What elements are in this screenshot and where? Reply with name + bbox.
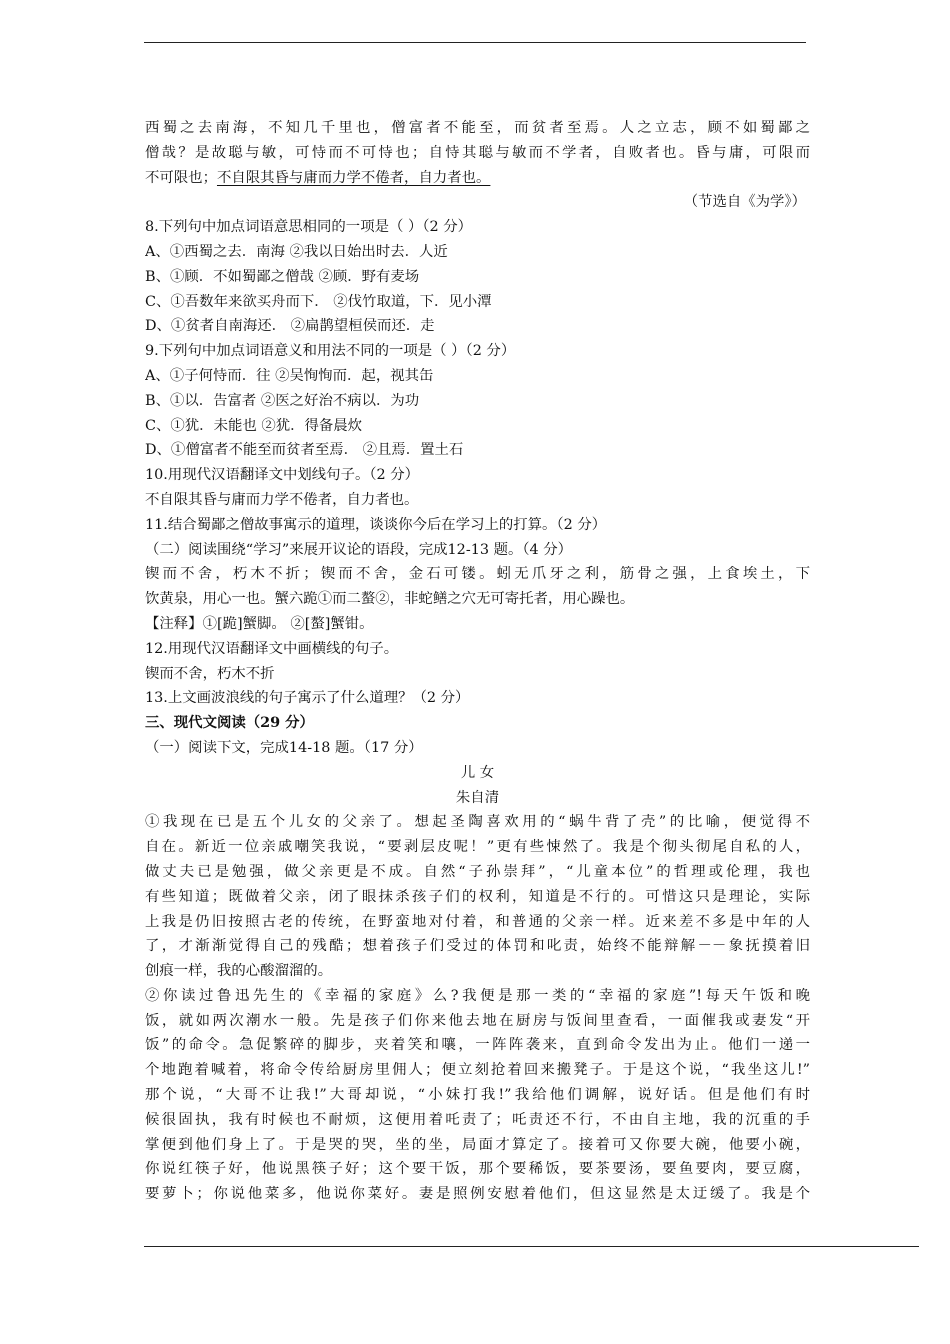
underlined-sentence: 不自限其昏与庸而力学不倦者，自力者也。	[216, 169, 491, 186]
section-3-intro: （一）阅读下文，完成14-18 题。（17 分）	[145, 739, 423, 756]
passage-text: 不可限也；	[145, 169, 217, 186]
question-13-stem: 13.上文画波浪线的句子寓示了什么道理？（2 分）	[145, 690, 470, 707]
passage-source: （节选自《为学》）	[683, 194, 806, 211]
bottom-rule	[144, 1246, 919, 1247]
essay-author: 朱自清	[455, 789, 500, 806]
question-8-option-c: C、①吾数年来欲买舟而下． ②伐竹取道，下．见小潭	[145, 293, 492, 310]
question-12-stem: 12.用现代汉语翻译文中画横线的句子。	[145, 640, 399, 657]
part2-text-line: 饮黄泉，用心一也。蟹六跪①而二螯②，非蛇鳝之穴无可寄托者，用心躁也。	[145, 591, 635, 608]
essay-line: ①我现在已是五个儿女的父亲了。想起圣陶喜欢用的“蜗牛背了壳”的比喻，便觉得不	[145, 814, 810, 831]
essay-line: 个地跑着喊着，将命令传给厨房里佣人；便立刻抢着回来搬凳子。于是这个说，“我坐这儿!”	[145, 1062, 810, 1079]
essay-line: 了，才渐渐觉得自己的残酷；想着孩子们受过的体罚和叱责，始终不能辩解－－象抚摸着旧	[145, 938, 810, 955]
question-8-option-a: A、①西蜀之去．南海 ②我以日始出时去．人近	[145, 243, 448, 260]
passage-line: 西蜀之去南海，不知几千里也，僧富者不能至，而贫者至焉。人之立志，顾不如蜀鄙之	[145, 120, 810, 136]
essay-line: 上我是仍旧按照古老的传统，在野蛮地对付着，和普通的父亲一样。近来差不多是中年的人	[145, 913, 810, 930]
essay-line: 有些知道；既做着父亲，闭了眼抹杀孩子们的权利，知道是不行的。可惜这只是理论，实际	[145, 888, 810, 905]
question-9-option-b: B、①以．告富者 ②医之好治不病以．为功	[145, 392, 420, 409]
essay-line: 创痕一样，我的心酸溜溜的。	[145, 963, 333, 980]
essay-line: 你说红筷子好，他说黑筷子好；这个要干饭，那个要稀饭，要茶要汤，要鱼要肉，要豆腐，	[145, 1161, 810, 1178]
essay-line: 饭”的命令。急促繁碎的脚步，夹着笑和嚷，一阵阵袭来，直到命令发出为止。他们一递一	[145, 1037, 810, 1054]
question-11-stem: 11.结合蜀鄙之僧故事寓示的道理，谈谈你今后在学习上的打算。（2 分）	[145, 516, 607, 533]
page-content	[145, 116, 810, 1207]
question-10-sentence: 不自限其昏与庸而力学不倦者，自力者也。	[145, 491, 419, 508]
essay-line: 饭，就如两次潮水一般。先是孩子们你来他去地在厨房与饭间里查看，一面催我或妻发“开	[145, 1012, 810, 1029]
passage-line: 僧哉？是故聪与敏，可恃而不可恃也；自恃其聪与敏而不学者，自败者也。昏与庸，可限而	[145, 144, 810, 161]
top-rule	[144, 42, 806, 43]
essay-line: 掌便到他们身上了。于是哭的哭，坐的坐，局面才算定了。接着可又你要大碗，他要小碗，	[145, 1136, 810, 1153]
essay-line: 做丈夫已是勉强，做父亲更是不成。自然“子孙崇拜”，“儿童本位”的哲理或伦理，我也	[145, 863, 810, 880]
question-9-option-a: A、①子何恃而．往 ②吴恂恂而．起，视其缶	[145, 367, 434, 384]
passage-line	[145, 166, 810, 191]
question-8-stem: 8.下列句中加点词语意思相同的一项是（ ）（2 分）	[145, 219, 473, 236]
essay-line: 那个说，“大哥不让我!”大哥却说，“小妹打我!”我给他们调解，说好话。但是他们有时	[145, 1087, 810, 1104]
section-3-heading: 三、现代文阅读（29 分）	[145, 714, 314, 732]
essay-line: 自在。新近一位亲戚嘲笑我说，“要剥层皮呢！”更有些悚然了。我是个彻头彻尾自私的人，	[145, 839, 810, 856]
essay-line: 要萝卜；你说他菜多，他说你菜好。妻是照例安慰着他们，但这显然是太迂缓了。我是个	[145, 1186, 810, 1203]
question-9-option-d: D、①僧富者不能至而贫者至焉． ②且焉．置土石	[145, 442, 464, 459]
part2-intro: （二）阅读围绕“学习”来展开议论的语段，完成12-13 题。（4 分）	[145, 541, 573, 558]
part2-text-line: 锲而不舍，朽木不折；锲而不舍，金石可镂。蚓无爪牙之利，筋骨之强，上食埃土，下	[145, 566, 810, 583]
question-8-option-b: B、①顾．不如蜀鄙之僧哉 ②顾．野有麦场	[145, 268, 420, 285]
part2-note: 【注释】①[跪]蟹脚。 ②[螯]蟹钳。	[145, 615, 374, 632]
question-9-stem: 9.下列句中加点词语意义和用法不同的一项是（ ）（2 分）	[145, 343, 516, 360]
essay-line: 候很固执，我有时候也不耐烦，这便用着吒责了；吒责还不行，不由自主地，我的沉重的手	[145, 1111, 810, 1128]
essay-line: ②你读过鲁迅先生的《幸福的家庭》么?我便是那一类的“幸福的家庭”!每天午饭和晚	[145, 987, 810, 1004]
question-8-option-d: D、①贫者自南海还． ②扁鹊望桓侯而还．走	[145, 318, 435, 335]
question-10-stem: 10.用现代汉语翻译文中划线句子。（2 分）	[145, 467, 420, 484]
essay-title: 儿 女	[460, 764, 495, 781]
question-12-sentence: 锲而不舍，朽木不折	[145, 665, 275, 682]
question-9-option-c: C、①犹．未能也 ②犹．得备晨炊	[145, 417, 363, 434]
